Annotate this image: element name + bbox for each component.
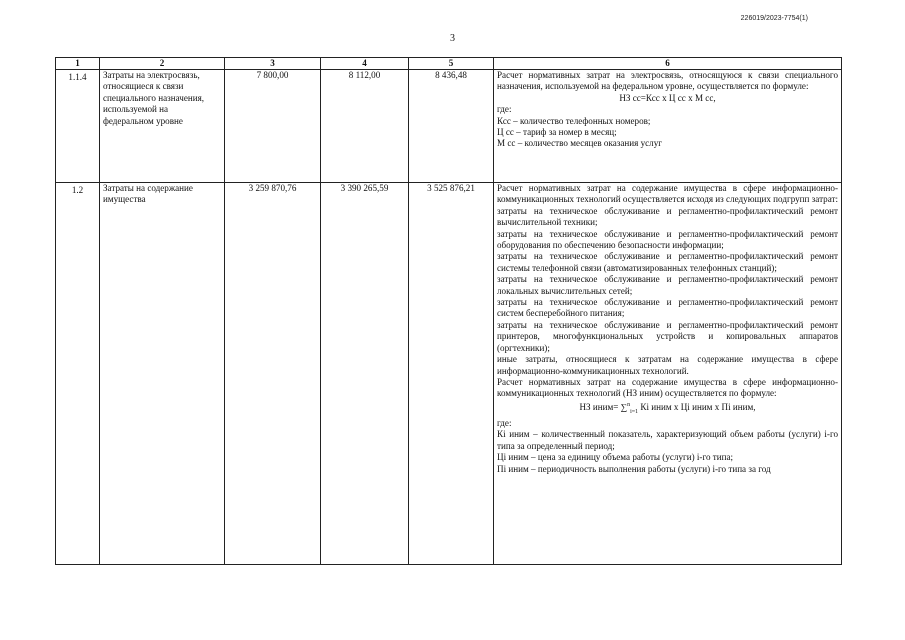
- page-number: 3: [450, 33, 455, 44]
- description-text: затраты на техническое обслуживание и регламентно-профилактический ремонт принтеров, многофункциональных устройств и копировальных аппаратов (оргтехники);: [497, 319, 838, 353]
- column-header: 2: [100, 58, 225, 70]
- column-header: 6: [494, 58, 842, 70]
- description-text: затраты на техническое обслуживание и регламентно-профилактический ремонт систем бесперебойного питания;: [497, 297, 838, 319]
- formula-lhs: НЗ иним=: [579, 401, 619, 412]
- description-text: Расчет нормативных затрат на электросвязь, относящуюся к связи специального назначения, используемой на федеральном уровне, осуществляется по формуле:: [497, 70, 838, 92]
- description-text: Ксс – количество телефонных номеров;: [497, 115, 651, 126]
- description-text: затраты на техническое обслуживание и регламентно-профилактический ремонт оборудования по обеспечению безопасности информации;: [497, 228, 838, 251]
- sum-lower-limit: i=1: [630, 408, 639, 415]
- sum-symbol: ∑: [620, 401, 628, 412]
- row-code: 1.1.4: [56, 70, 100, 183]
- description-text: Кi иним – количественный показатель, характеризующий объем работы (услуги) i-го типа за определенный период;: [497, 429, 838, 451]
- table-header-row: [56, 58, 842, 70]
- description-text: где:: [497, 417, 512, 428]
- description-text: где:: [497, 104, 512, 115]
- description-text: затраты на техническое обслуживание и регламентно-профилактический ремонт системы телефонной связи (автоматизированных телефонных станций);: [497, 251, 838, 273]
- column-header: 5: [409, 58, 494, 70]
- value-col-3: 3 259 870,76: [225, 183, 321, 565]
- budget-table: [55, 57, 842, 565]
- description-text: иные затраты, относящиеся к затратам на содержание имущества в сфере информационно-коммуникационных технологий.: [497, 354, 838, 376]
- description-text: Пi иним – периодичность выполнения работы (услуги) i-го типа за год: [497, 463, 771, 474]
- table-row: [56, 70, 842, 183]
- description-text: Расчет нормативных затрат на содержание имущества в сфере информационно-коммуникационных технологий (НЗ иним) осуществляется по формуле:: [497, 376, 838, 399]
- row-name: Затраты на содержание имущества: [100, 183, 225, 565]
- value-col-4: 3 390 265,59: [321, 183, 409, 565]
- row-code: 1.2: [56, 183, 100, 565]
- description-text: затраты на техническое обслуживание и регламентно-профилактический ремонт локальных вычислительных сетей;: [497, 274, 838, 296]
- formula-rhs: Кi иним х Цi иним х Пi иним,: [640, 401, 756, 412]
- formula: [497, 400, 838, 418]
- value-col-5: 3 525 876,21: [409, 183, 494, 565]
- formula: НЗ сс=Ксс х Ц сс х М сс,: [619, 92, 716, 103]
- table-row: [56, 183, 842, 565]
- column-header: 1: [56, 58, 100, 70]
- document-id: 226019/2023-7754(1): [740, 15, 808, 22]
- row-description: [494, 70, 842, 183]
- row-description: [494, 183, 842, 565]
- value-col-4: 8 112,00: [321, 70, 409, 183]
- description-text: М сс – количество месяцев оказания услуг: [497, 138, 662, 149]
- value-col-3: 7 800,00: [225, 70, 321, 183]
- description-text: Цi иним – цена за единицу объема работы (услуги) i-го типа;: [497, 452, 734, 463]
- description-text: Ц сс – тариф за номер в месяц;: [497, 127, 617, 138]
- column-header: 4: [321, 58, 409, 70]
- value-col-5: 8 436,48: [409, 70, 494, 183]
- row-name: Затраты на электросвязь, относящиеся к связи специального назначения, используемой на федеральном уровне: [100, 70, 225, 183]
- sum-upper-limit: n: [627, 401, 631, 408]
- column-header: 3: [225, 58, 321, 70]
- description-text: Расчет нормативных затрат на содержание имущества в сфере информационно-коммуникационных технологий осуществляется исходя из следующих подгрупп затрат:: [497, 183, 838, 205]
- description-text: затраты на техническое обслуживание и регламентно-профилактический ремонт вычислительной техники;: [497, 205, 838, 228]
